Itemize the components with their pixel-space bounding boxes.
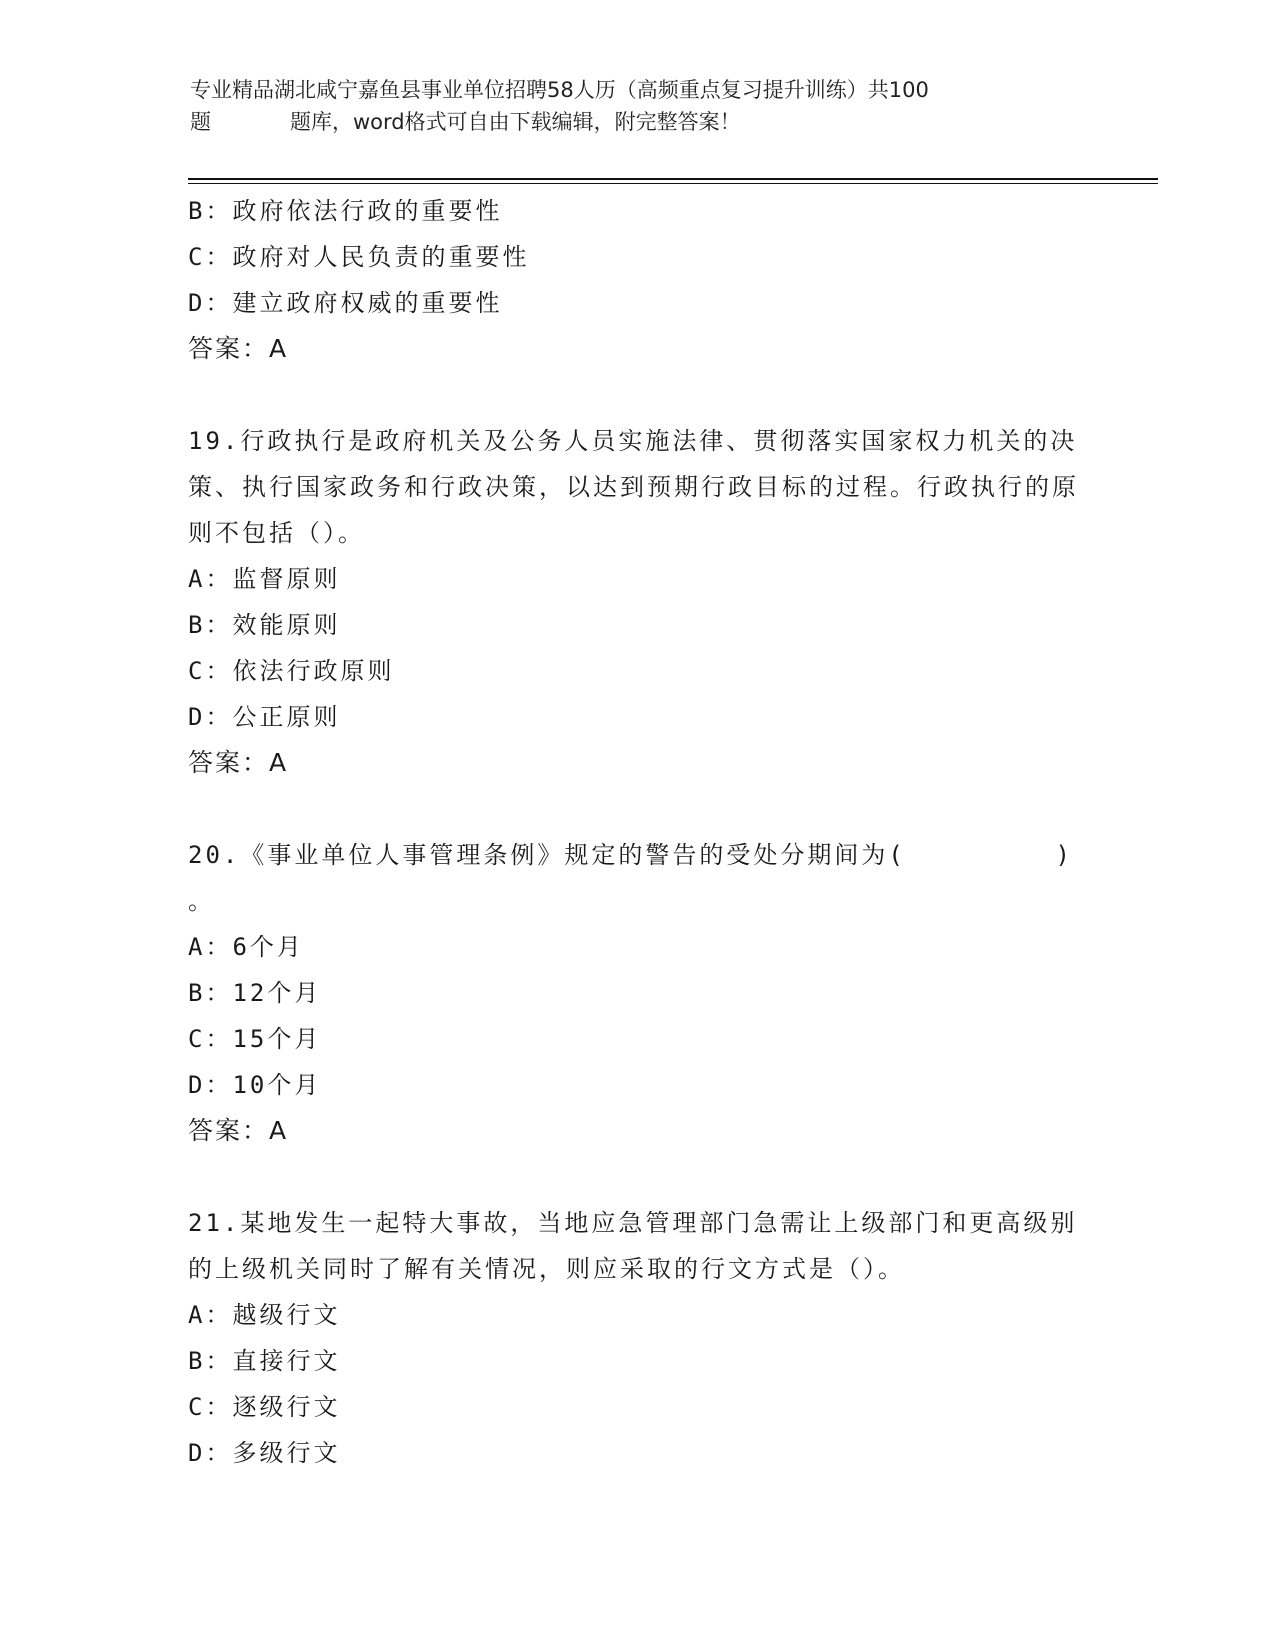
question-stem: [188, 832, 1073, 878]
option-d: D：公正原则: [188, 703, 341, 731]
spacer: [188, 1154, 1088, 1200]
question-stem: 19.行政执行是政府机关及公务人员实施法律、贯彻落实国家权力机关的决策、执行国家政务和行政决策，以达到预期行政目标的过程。行政执行的原则不包括（）。: [188, 427, 1079, 547]
answer: 答案：A: [188, 334, 289, 363]
option-b: B：效能原则: [188, 611, 341, 639]
option-a: A：6个月: [188, 933, 304, 961]
header-title-line1: 专业精品湖北咸宁嘉鱼县事业单位招聘58人历（高频重点复习提升训练）共100: [190, 78, 929, 102]
option-c: C：逐级行文: [188, 1393, 341, 1421]
question-21: [188, 1200, 1088, 1476]
option-c: C：政府对人民负责的重要性: [188, 243, 530, 271]
spacer: [188, 372, 1088, 418]
page-header: [190, 74, 1070, 138]
document-body: [188, 188, 1088, 1476]
option-b: B：政府依法行政的重要性: [188, 197, 503, 225]
option-d: D：建立政府权威的重要性: [188, 289, 503, 317]
question-stem-close: ): [1055, 841, 1073, 869]
question-20: [188, 832, 1088, 1154]
spacer: [188, 786, 1088, 832]
option-b: B：直接行文: [188, 1347, 341, 1375]
answer: 答案：A: [188, 748, 289, 777]
question-stem-continuation: 。: [188, 887, 215, 915]
option-a: A：监督原则: [188, 565, 341, 593]
question-19: [188, 418, 1088, 786]
header-title-line2: [190, 106, 1070, 138]
header-rule-thin: [188, 183, 1158, 184]
header-rule-thick: [188, 178, 1158, 180]
option-a: A：越级行文: [188, 1301, 341, 1329]
header-line2-rest: 题库，word格式可自由下载编辑，附完整答案！: [290, 110, 741, 134]
question-stem: 21.某地发生一起特大事故，当地应急管理部门急需让上级部门和更高级别的上级机关同时了解有关情况，则应采取的行文方式是（）。: [188, 1209, 1078, 1283]
option-d: D：10个月: [188, 1071, 322, 1099]
header-line2-lead: 题: [190, 110, 211, 134]
question-18: [188, 188, 1088, 372]
option-c: C：依法行政原则: [188, 657, 395, 685]
question-stem-text: 20.《事业单位人事管理条例》规定的警告的受处分期间为(: [188, 841, 906, 869]
option-c: C：15个月: [188, 1025, 322, 1053]
option-d: D：多级行文: [188, 1439, 341, 1467]
option-b: B：12个月: [188, 979, 322, 1007]
answer: 答案：A: [188, 1116, 289, 1145]
